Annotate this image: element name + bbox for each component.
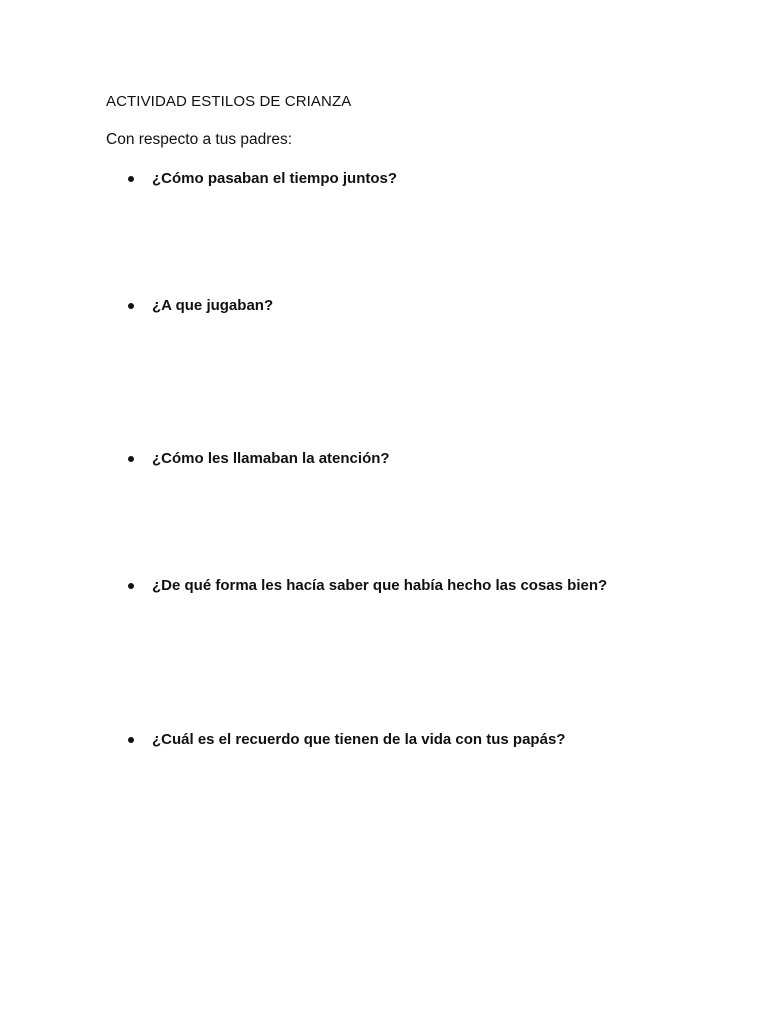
question-text: ¿Cuál es el recuerdo que tienen de la vida con tus papás? [152, 731, 566, 748]
bullet-icon [128, 583, 134, 589]
question-item [128, 170, 397, 187]
question-item [128, 577, 607, 594]
question-text: ¿De qué forma les hacía saber que había hecho las cosas bien? [152, 577, 608, 594]
bullet-icon [128, 303, 134, 309]
intro-text: Con respecto a tus padres: [106, 131, 293, 148]
question-text: ¿Cómo les llamaban la atención? [152, 450, 390, 467]
question-text: ¿A que jugaban? [152, 297, 274, 314]
bullet-icon [128, 456, 134, 462]
question-text: ¿Cómo pasaban el tiempo juntos? [152, 170, 398, 187]
bullet-icon [128, 737, 134, 743]
document-title: ACTIVIDAD ESTILOS DE CRIANZA [106, 93, 352, 110]
question-item [128, 731, 565, 748]
question-item [128, 450, 390, 467]
question-item [128, 297, 273, 314]
bullet-icon [128, 176, 134, 182]
